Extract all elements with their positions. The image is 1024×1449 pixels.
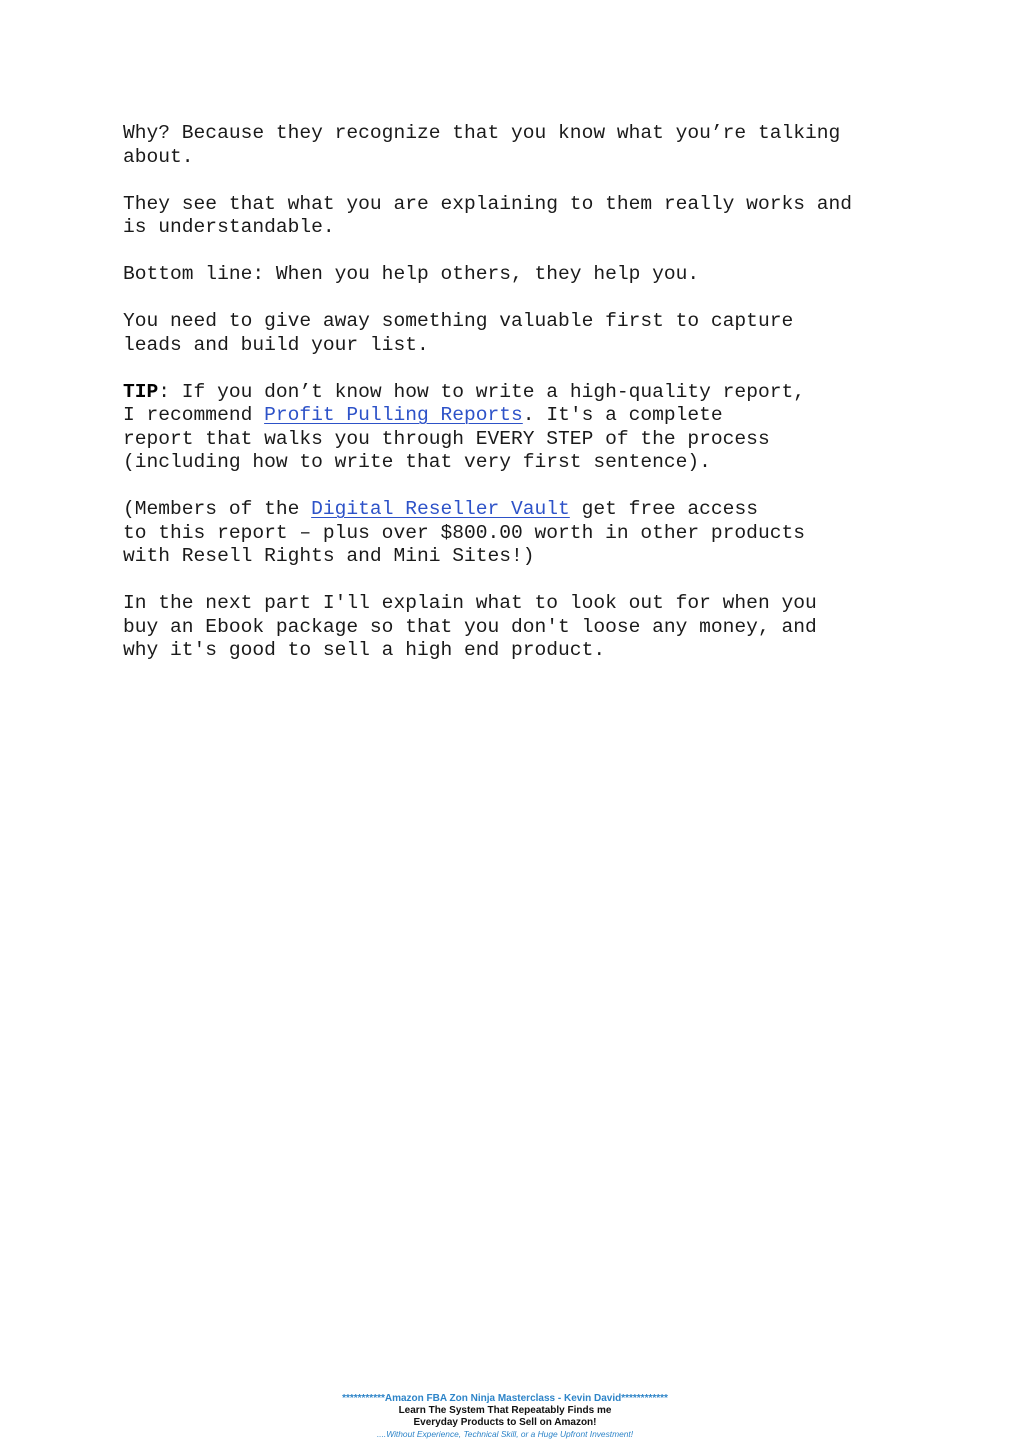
page-body (123, 122, 923, 686)
text-line: why it's good to sell a high end product. (123, 639, 606, 661)
text-line: about. (123, 145, 194, 168)
footer-tagline: ....Without Experience, Technical Skill, or a Huge Upfront Investment! (376, 1429, 634, 1439)
text-line: get free access (569, 498, 758, 520)
text-line: They see that what you are explaining to them really works and (123, 192, 853, 215)
paragraph-next-part (123, 592, 923, 663)
text-line: Bottom line: When you help others, they help you. (123, 263, 700, 285)
text-line: report that walks you through EVERY STEP of the process (123, 427, 770, 450)
text-line: You need to give away something valuable first to capture (123, 310, 794, 332)
paragraph-why (123, 122, 923, 169)
text-line: Why? Because they recognize that you know what you’re talking (123, 122, 841, 144)
tip-label: TIP (123, 380, 159, 403)
text-line: (Members of the (123, 498, 312, 520)
footer-headline: ***********Amazon FBA Zon Ninja Masterclass - Kevin David************ (342, 1393, 668, 1404)
text-line: buy an Ebook package so that you don't loose any money, and (123, 615, 817, 638)
text-line: . It's a complete (522, 404, 723, 426)
footer-line: Everyday Products to Sell on Amazon! (413, 1416, 597, 1428)
footer-line: Learn The System That Repeatably Finds me (398, 1405, 612, 1416)
text-line: to this report – plus over $800.00 worth in other products (123, 521, 805, 544)
text-line: is understandable. (123, 216, 335, 238)
text-line: (including how to write that very first sentence). (123, 451, 711, 473)
text-line: In the next part I'll explain what to look out for when you (123, 592, 817, 614)
paragraph-tip (123, 381, 923, 475)
text-line: with Resell Rights and Mini Sites!) (123, 545, 535, 567)
footer-ad (0, 1392, 1010, 1441)
text-line: I recommend (123, 404, 265, 426)
footer-ad-link[interactable] (0, 1392, 1010, 1441)
paragraph-members (123, 498, 923, 569)
digital-reseller-vault-link[interactable]: Digital Reseller Vault (311, 498, 570, 520)
paragraph-give-away (123, 310, 923, 357)
paragraph-bottom-line (123, 263, 923, 287)
profit-pulling-reports-link[interactable]: Profit Pulling Reports (264, 404, 523, 426)
text-line: leads and build your list. (123, 333, 429, 356)
paragraph-they-see (123, 193, 923, 240)
text-line: : If you don’t know how to write a high-quality report, (158, 380, 805, 403)
